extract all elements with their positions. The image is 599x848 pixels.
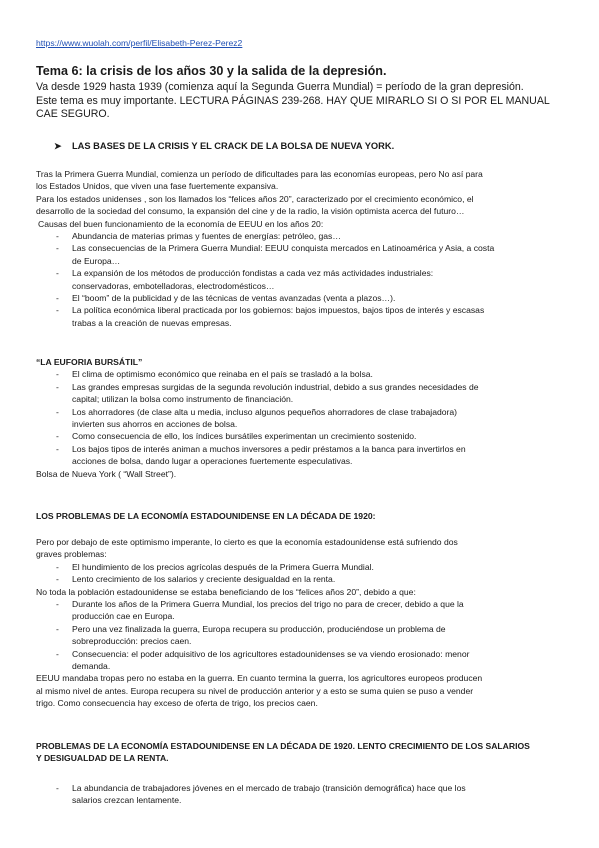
list-dash: - xyxy=(56,293,59,304)
list-item xyxy=(36,230,566,242)
list-dash: - xyxy=(56,268,59,279)
list-dash: - xyxy=(56,243,59,254)
list-item-line: acciones de bolsa, dando lugar a operaciones fuertemente especulativas. xyxy=(72,456,353,467)
list-dash: - xyxy=(56,561,59,572)
list-item-line: El “boom” de la publicidad y de las técnicas de ventas avanzadas (venta a plazos…). xyxy=(72,293,396,304)
list-item-line: Las grandes empresas surgidas de la segunda revolución industrial, debido a sus grandes necesidades de xyxy=(72,381,479,392)
intro-line: CAE SEGURO. xyxy=(36,108,110,121)
paragraph-line: Causas del buen funcionamiento de la economía de EEUU en los años 20: xyxy=(38,218,324,229)
list-item-line: Las consecuencias de la Primera Guerra Mundial: EEUU conquista mercados en Latinoamérica y Asia, a costa xyxy=(72,243,495,254)
list-dash: - xyxy=(56,431,59,442)
list-dash: - xyxy=(56,783,59,793)
list-dash: - xyxy=(56,574,59,585)
list-item-line: de Europa… xyxy=(72,255,121,266)
euforia-list xyxy=(36,368,566,467)
list-item-line: producción cae en Europa. xyxy=(72,611,175,622)
section-heading-problems: LOS PROBLEMAS DE LA ECONOMÍA ESTADOUNIDENSE EN LA DÉCADA DE 1920: xyxy=(36,511,376,521)
list-dash: - xyxy=(56,648,59,659)
euforia-heading: “LA EUFORIA BURSÁTIL” xyxy=(36,357,143,367)
list-item-line: Como consecuencia de ello, los índices bursátiles experimentan un crecimiento sostenido. xyxy=(72,431,417,442)
paragraph-line: Tras la Primera Guerra Mundial, comienza un período de dificultades para las economías europeas, pero No así para xyxy=(36,169,483,179)
list-item-line: Consecuencia: el poder adquisitivo de los agricultores estadounidenses se va viendo erosionado: menor xyxy=(72,648,470,659)
paragraph-line: trigo. Como consecuencia hay exceso de oferta de trigo, los precios caen. xyxy=(36,698,318,709)
body-block-1 xyxy=(36,168,566,329)
list-item-line: La abundancia de trabajadores jóvenes en el mercado de trabajo (transición demográfica) hace que los xyxy=(72,783,466,793)
list-item xyxy=(36,782,566,807)
list-item xyxy=(36,573,566,585)
list-item xyxy=(36,443,566,468)
intro-paragraph xyxy=(36,81,566,122)
list-item-line: La política económica liberal practicada por los gobiernos: bajos impuestos, bajos tipos de interés y escasas xyxy=(72,305,485,316)
list-item-line: El hundimiento de los precios agrícolas después de la Primera Guerra Mundial. xyxy=(72,561,374,572)
list-item-line: demanda. xyxy=(72,661,111,672)
list-item xyxy=(36,381,566,406)
list-item-line: Durante los años de la Primera Guerra Mundial, los precios del trigo no para de crecer, debido a que la xyxy=(72,599,464,610)
salaries-list xyxy=(36,782,566,807)
body-block-4 xyxy=(36,536,566,710)
causes-list xyxy=(36,230,566,329)
problems-list xyxy=(36,561,566,586)
arrow-bullet-icon: ➤ xyxy=(54,141,62,151)
list-item-line: capital; utilizan la bolsa como instrumento de financiación. xyxy=(72,394,294,405)
list-item xyxy=(36,430,566,442)
list-item-line: invierten sus ahorros en acciones de bolsa. xyxy=(72,419,238,430)
list-dash: - xyxy=(56,231,59,242)
list-item-line: trabas a la creación de nuevas empresas. xyxy=(72,317,232,328)
list-item xyxy=(36,242,566,267)
list-dash: - xyxy=(56,599,59,610)
list-item-line: Los bajos tipos de interés animan a muchos inversores a pedir préstamos a la banca para invertirlos en xyxy=(72,443,466,454)
paragraph-line: desarrollo de la sociedad del consumo, la expansión del cine y de la radio, la visión optimista acerca del futuro… xyxy=(36,206,465,217)
section-heading-salaries: Y DESIGUALDAD DE LA RENTA. xyxy=(36,753,169,764)
list-item-line: Los ahorradores (de clase alta u media, incluso algunos pequeños ahorradores de clase trabajadora) xyxy=(72,406,458,417)
paragraph-line: graves problemas: xyxy=(36,549,107,560)
list-item-line: salarios crezcan lentamente. xyxy=(72,795,182,806)
list-item-line: Lento crecimiento de los salarios y creciente desigualdad en la renta. xyxy=(72,574,336,585)
list-item-line: La expansión de los métodos de producción fondistas a cada vez más actividades industriales: xyxy=(72,268,434,279)
list-item-line: Abundancia de materias primas y fuentes de energías: petróleo, gas… xyxy=(72,231,341,242)
paragraph-line: al mismo nivel de antes. Europa recupera su nivel de producción anterior y a esto se suma quien se puso a vender xyxy=(36,685,474,696)
paragraph-line: EEUU mandaba tropas pero no estaba en la guerra. En cuanto termina la guerra, los agricultores europeos producen xyxy=(36,673,483,684)
body-block-6 xyxy=(36,782,566,807)
wheat-list xyxy=(36,598,566,672)
list-item xyxy=(36,304,566,329)
body-block-3 xyxy=(36,510,566,522)
section-heading-salaries: PROBLEMAS DE LA ECONOMÍA ESTADOUNIDENSE EN LA DÉCADA DE 1920. LENTO CRECIMIENTO DE LOS SALARIOS xyxy=(36,741,530,751)
list-dash: - xyxy=(56,443,59,454)
list-item-line: sobreproducción: precios caen. xyxy=(72,636,192,647)
list-item xyxy=(36,598,566,623)
list-item xyxy=(36,292,566,304)
paragraph-line: No toda la población estadounidense se estaba beneficiando de los “felices años 20”, debido a que: xyxy=(36,586,416,597)
list-item xyxy=(36,648,566,673)
body-block-5 xyxy=(36,740,566,765)
intro-line: Va desde 1929 hasta 1939 (comienza aquí la Segunda Guerra Mundial) = período de la gran depresión. xyxy=(36,81,524,93)
paragraph-line: Bolsa de Nueva York ( “Wall Street”). xyxy=(36,468,177,479)
section-heading-text: LAS BASES DE LA CRISIS Y EL CRACK DE LA BOLSA DE NUEVA YORK. xyxy=(72,141,395,151)
list-item-line: El clima de optimismo económico que reinaba en el país se trasladó a la bolsa. xyxy=(72,369,373,380)
profile-link[interactable]: https://www.wuolah.com/perfil/Elisabeth-Perez-Perez2 xyxy=(36,38,243,48)
list-item-line: Pero una vez finalizada la guerra, Europa recupera su producción, produciéndose un problema de xyxy=(72,623,446,634)
list-item-line: conservadoras, embotelladoras, electrodomésticos… xyxy=(72,280,275,291)
body-block-2 xyxy=(36,356,566,480)
paragraph-line: los Estados Unidos, que viven una fase fuertemente expansiva. xyxy=(36,181,279,192)
list-item xyxy=(36,406,566,431)
list-item xyxy=(36,561,566,573)
page-title: Tema 6: la crisis de los años 30 y la salida de la depresión. xyxy=(36,64,387,78)
list-item xyxy=(36,267,566,292)
list-dash: - xyxy=(56,369,59,380)
paragraph-line: Para los estados unidenses , son los llamados los “felices años 20”, caracterizado por el crecimiento económico, el xyxy=(36,193,474,204)
list-dash: - xyxy=(56,381,59,392)
paragraph-line: Pero por debajo de este optimismo imperante, lo cierto es que la economía estadounidense está sufriendo dos xyxy=(36,537,458,547)
list-dash: - xyxy=(56,406,59,417)
section-heading-bases xyxy=(54,141,394,152)
intro-line: Este tema es muy importante. LECTURA PÁGINAS 239-268. HAY QUE MIRARLO SI O SI POR EL MANUAL xyxy=(36,94,550,107)
list-item xyxy=(36,368,566,380)
list-dash: - xyxy=(56,305,59,316)
list-dash: - xyxy=(56,623,59,634)
list-item xyxy=(36,623,566,648)
